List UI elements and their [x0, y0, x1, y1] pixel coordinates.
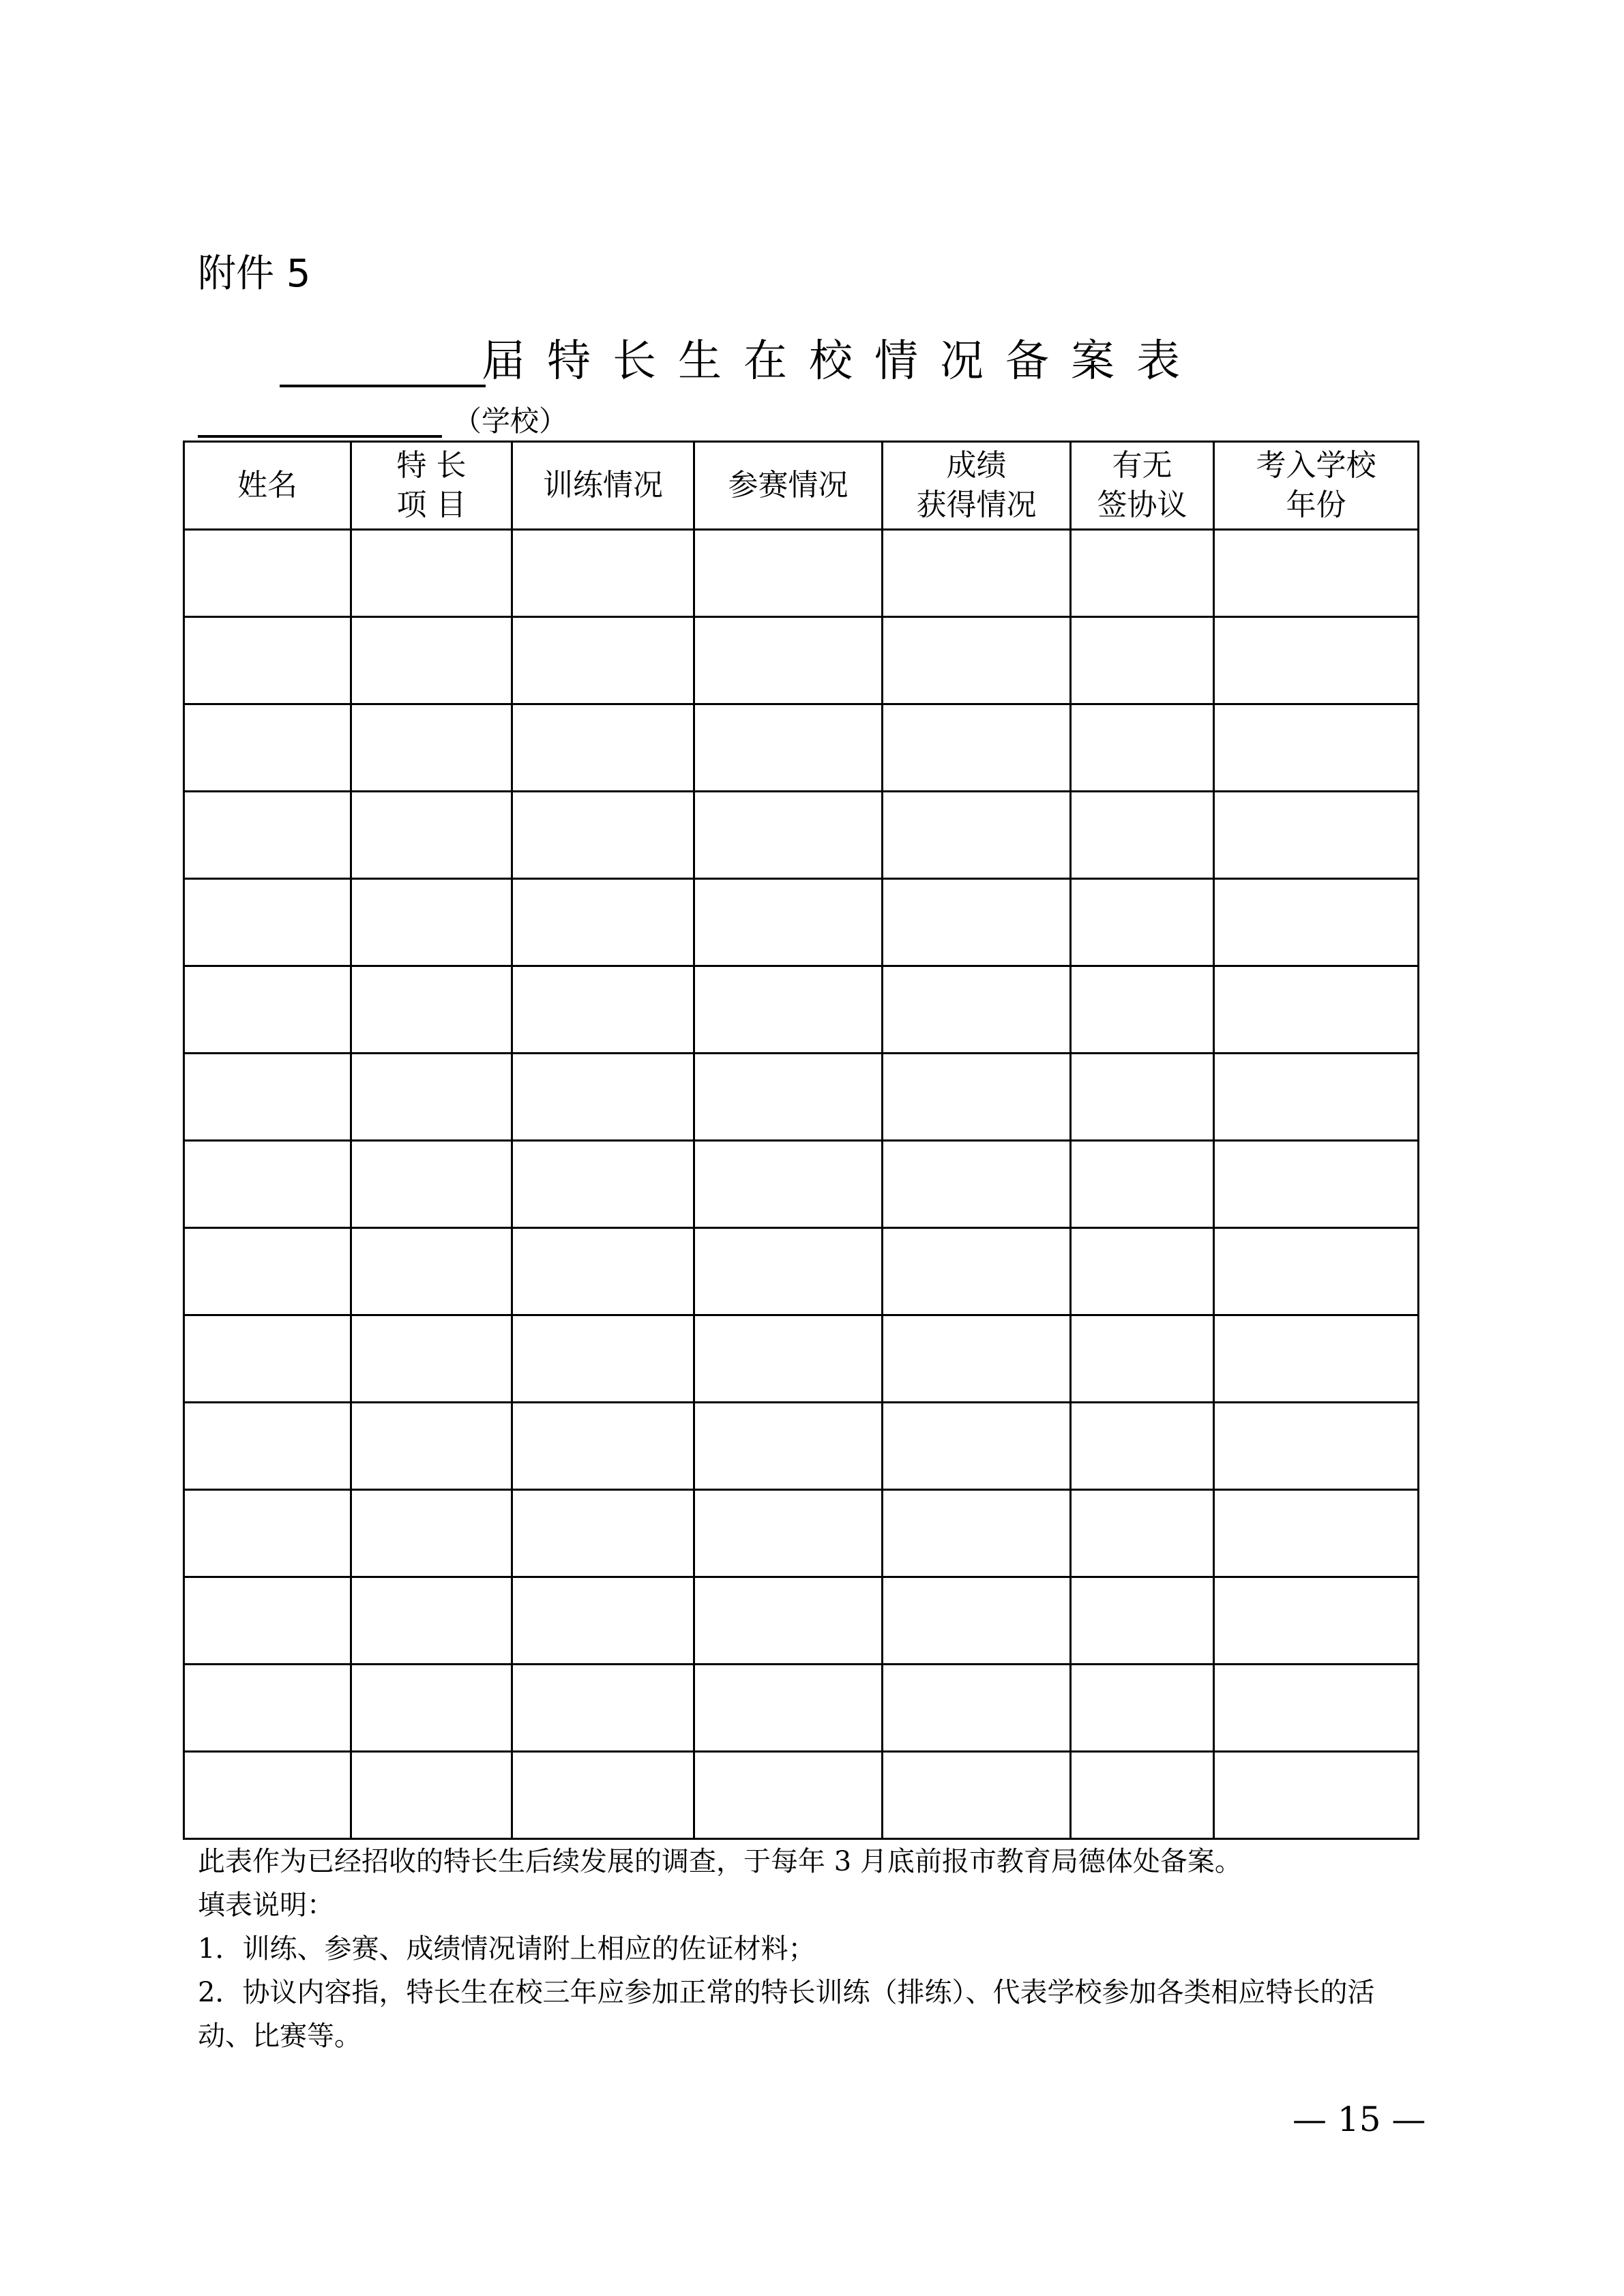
table-cell — [1214, 1665, 1419, 1752]
table-cell — [883, 1054, 1071, 1141]
table-cell — [1071, 1315, 1214, 1403]
table-row — [184, 1752, 1419, 1839]
table-cell — [184, 1490, 351, 1577]
table-row — [184, 1054, 1419, 1141]
table-cell — [1071, 1141, 1214, 1228]
table-cell — [883, 792, 1071, 879]
table-cell — [184, 704, 351, 792]
table-row — [184, 1577, 1419, 1665]
table-cell — [351, 879, 512, 966]
table-cell — [883, 879, 1071, 966]
table-cell — [512, 1315, 694, 1403]
table-cell — [694, 1752, 883, 1839]
table-row — [184, 1403, 1419, 1490]
header-admitted-school-year: 考入学校 年份 — [1214, 442, 1419, 530]
header-competition: 参赛情况 — [694, 442, 883, 530]
table-cell — [512, 617, 694, 704]
table-cell — [184, 966, 351, 1054]
table-cell — [1071, 530, 1214, 617]
table-cell — [1071, 1228, 1214, 1315]
table-cell — [694, 1315, 883, 1403]
table-cell — [883, 1665, 1071, 1752]
table-row — [184, 1228, 1419, 1315]
table-cell — [351, 966, 512, 1054]
table-cell — [512, 1490, 694, 1577]
header-training: 训练情况 — [512, 442, 694, 530]
table-cell — [512, 879, 694, 966]
table-row — [184, 704, 1419, 792]
table-cell — [694, 966, 883, 1054]
table-cell — [512, 1054, 694, 1141]
table-cell — [694, 617, 883, 704]
table-row — [184, 1665, 1419, 1752]
table-cell — [1214, 1315, 1419, 1403]
table-row — [184, 1315, 1419, 1403]
table-cell — [883, 530, 1071, 617]
table-cell — [184, 1403, 351, 1490]
table-cell — [512, 704, 694, 792]
table-cell — [1214, 1490, 1419, 1577]
record-table — [183, 441, 1419, 1840]
table-cell — [351, 1490, 512, 1577]
table-cell — [1071, 1665, 1214, 1752]
table-cell — [1071, 1054, 1214, 1141]
notes-intro: 此表作为已经招收的特长生后续发展的调查，于每年 3 月底前报市教育局德体处备案。 — [198, 1846, 1242, 1877]
table-cell — [883, 704, 1071, 792]
table-cell — [512, 792, 694, 879]
table-cell — [694, 1403, 883, 1490]
table-header-row — [184, 442, 1419, 530]
table-cell — [883, 1577, 1071, 1665]
table-cell — [1071, 1490, 1214, 1577]
table-cell — [512, 1403, 694, 1490]
table-cell — [694, 530, 883, 617]
table-cell — [883, 1403, 1071, 1490]
school-name-blank — [198, 435, 442, 438]
table-cell — [883, 1141, 1071, 1228]
table-cell — [694, 1577, 883, 1665]
table-cell — [1214, 1403, 1419, 1490]
table-row — [184, 792, 1419, 879]
table-cell — [184, 1665, 351, 1752]
attachment-label: 附件 5 — [198, 252, 311, 296]
table-cell — [184, 792, 351, 879]
table-cell — [694, 1490, 883, 1577]
table-cell — [184, 879, 351, 966]
table-cell — [1071, 1752, 1214, 1839]
table-cell — [1071, 617, 1214, 704]
table-cell — [694, 1141, 883, 1228]
school-label: （学校） — [453, 404, 568, 438]
table-cell — [512, 1228, 694, 1315]
table-cell — [883, 1490, 1071, 1577]
table-cell — [1071, 879, 1214, 966]
table-cell — [351, 704, 512, 792]
notes — [198, 1840, 1426, 2058]
table-cell — [184, 1315, 351, 1403]
table-cell — [351, 530, 512, 617]
table-cell — [1214, 792, 1419, 879]
table-cell — [184, 1228, 351, 1315]
table-cell — [184, 1141, 351, 1228]
table-cell — [351, 1577, 512, 1665]
table-cell — [512, 1577, 694, 1665]
table-cell — [1071, 966, 1214, 1054]
table-cell — [1214, 1054, 1419, 1141]
table-cell — [512, 1665, 694, 1752]
table-cell — [694, 1054, 883, 1141]
table-cell — [883, 1228, 1071, 1315]
title-year-blank — [280, 385, 486, 387]
table-cell — [694, 704, 883, 792]
table-cell — [1214, 1577, 1419, 1665]
table-cell — [1071, 1577, 1214, 1665]
header-specialty-item: 特 长 项 目 — [351, 442, 512, 530]
table-cell — [1214, 879, 1419, 966]
table-cell — [351, 1403, 512, 1490]
page-number: — 15 — — [1293, 2100, 1426, 2139]
table-row — [184, 966, 1419, 1054]
table-cell — [1071, 1403, 1214, 1490]
table-cell — [512, 1752, 694, 1839]
form-title: 届特长生在校情况备案表 — [482, 336, 1202, 387]
header-achievements: 成绩 获得情况 — [883, 442, 1071, 530]
table-cell — [351, 1665, 512, 1752]
table-row — [184, 879, 1419, 966]
table-cell — [1214, 530, 1419, 617]
notes-item-2: 2．协议内容指，特长生在校三年应参加正常的特长训练（排练）、代表学校参加各类相应特长的活动、比赛等。 — [198, 1977, 1375, 2052]
table-cell — [351, 1141, 512, 1228]
table-cell — [1071, 704, 1214, 792]
table-cell — [351, 1315, 512, 1403]
table-cell — [184, 617, 351, 704]
table-row — [184, 530, 1419, 617]
table-body — [184, 530, 1419, 1839]
table-cell — [512, 966, 694, 1054]
table-cell — [351, 1752, 512, 1839]
table-cell — [512, 1141, 694, 1228]
table-cell — [883, 1752, 1071, 1839]
table-cell — [184, 1752, 351, 1839]
table-cell — [351, 617, 512, 704]
table-cell — [351, 792, 512, 879]
table-cell — [351, 1228, 512, 1315]
table-cell — [694, 1228, 883, 1315]
table-cell — [184, 1577, 351, 1665]
table-cell — [1214, 1141, 1419, 1228]
table-row — [184, 617, 1419, 704]
header-agreement: 有无 签协议 — [1071, 442, 1214, 530]
table-cell — [1214, 704, 1419, 792]
notes-heading: 填表说明： — [198, 1890, 334, 1921]
table-cell — [694, 879, 883, 966]
table-cell — [883, 617, 1071, 704]
table-cell — [1214, 1228, 1419, 1315]
table-cell — [694, 792, 883, 879]
header-name: 姓名 — [184, 442, 351, 530]
table-cell — [883, 966, 1071, 1054]
table-cell — [1214, 966, 1419, 1054]
table-cell — [883, 1315, 1071, 1403]
table-cell — [351, 1054, 512, 1141]
table-cell — [694, 1665, 883, 1752]
table-cell — [184, 1054, 351, 1141]
table-cell — [184, 530, 351, 617]
table-cell — [1214, 1752, 1419, 1839]
table-cell — [1214, 617, 1419, 704]
table-cell — [1071, 792, 1214, 879]
table-cell — [512, 530, 694, 617]
table-row — [184, 1490, 1419, 1577]
notes-item-1: 1．训练、参赛、成绩情况请附上相应的佐证材料； — [198, 1933, 816, 1965]
table-row — [184, 1141, 1419, 1228]
